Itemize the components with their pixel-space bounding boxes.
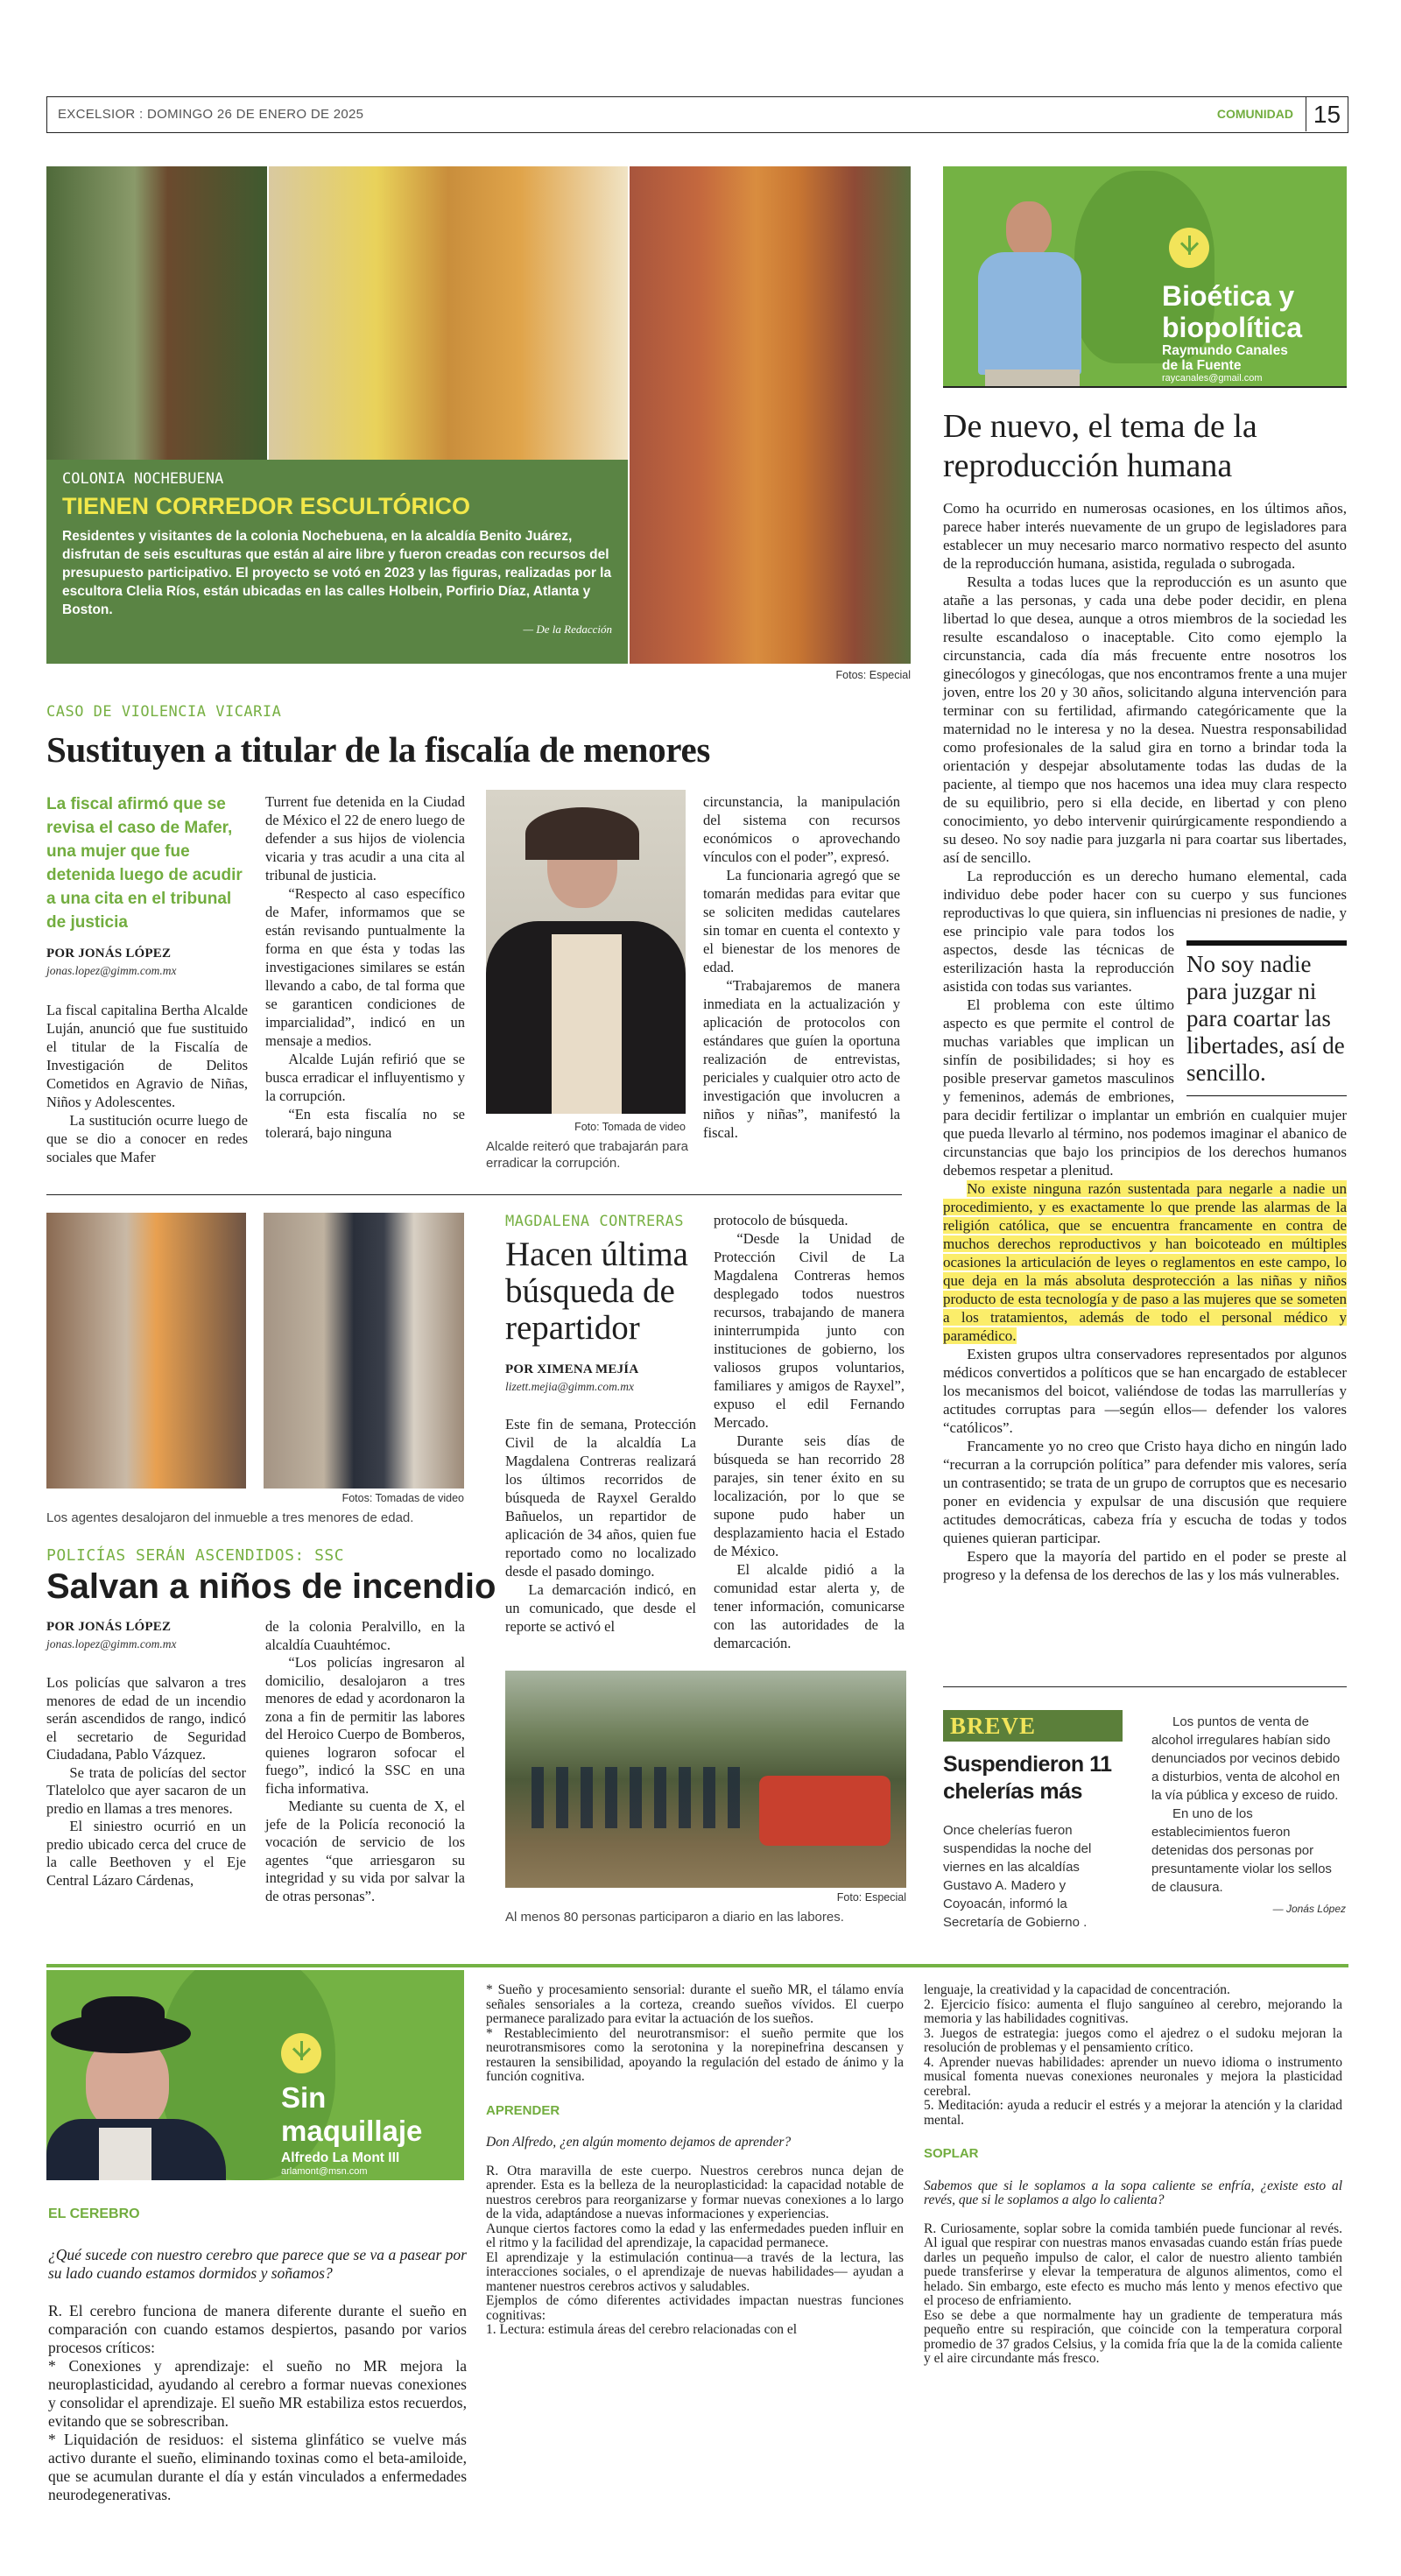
divider: [46, 1194, 902, 1195]
question: ¿Qué sucede con nuestro cerebro que parece que se va a pasear por su lado cuando estamos dormidos y soñamos?: [48, 2246, 467, 2282]
column-title: De nuevo, el tema de la reproducción humana: [943, 408, 1257, 484]
fiscal-photo-credit: Foto: Tomada de video: [574, 1121, 686, 1133]
section-heading: SOPLAR: [924, 2146, 979, 2161]
fiscalia-col3: [703, 792, 900, 1142]
breve-label: BREVE: [943, 1710, 1123, 1742]
breve-credit: — Jonás López: [1272, 1903, 1346, 1915]
fiscalia-col2: [265, 792, 465, 1142]
bottom-col3: [924, 1983, 1342, 2367]
column-name: [1162, 280, 1302, 343]
answer-paragraph: Ejemplos de cómo diferentes actividades impactan nuestras funciones cognitivas:: [486, 2293, 904, 2323]
magdalena-paragraph: El alcalde pidió a la comunidad estar alerta y, de tener información, comunicarse con las autoridades de la demarcación.: [714, 1561, 905, 1651]
magdalena-col1: [505, 1362, 696, 1636]
column-name-line1: Sin: [281, 2081, 327, 2114]
column-paragraph: Resulta a todas luces que la reproducción es un asunto que atañe a las personas, y cada una debe poder decidir, en plena libertad lo que desea, aunque a otros miembros de la sociedad les resulte escandaloso o inaceptable. Cito como ejemplo la circunstancia, cada día más frecuente entre nosotros los ginecólogos y ginecólogas, que nos encontramos frente a una mujer joven, entre los 20 y 30 años, solicitando alguna intervención para terminar con su fertilidad, afirmando categóricamente que la maternidad no le interesa y no la desea. Nuestra responsabilidad como profesionales de la salud gira en torno a brindar toda la orientación y despejar absolutamente todas las dudas de la paciente, al tiempo que nos hacemos una idea muy clara respecto de su equilibrio, pero si ella decide, en libertad y con pleno conocimiento, yo debo intervenir quirúrgicamente respondiendo a su deseo. No soy nadie para juzgarla ni para coartar sus libertades, así de sencillo.: [943, 574, 1347, 866]
fiscalia-paragraph: Alcalde Luján refirió que se busca erradicar el influyentismo y la corrupción.: [265, 1051, 465, 1104]
highlighted-text: No existe ninguna razón sustentada para negarle a nadie un procedimiento, y es exactamente lo que prende las alarmas de la religión católica, que se encuentra francamente en contra de muchos derechos reproductivos y han boicoteado en múltiples ocasiones la articulación de leyes o reglamentos en este campo, lo que deja en la más absoluta desprotección a las niñas y niños producto de esta tecnología y de paso a las mujeres que se someten a los tratamientos, además de todo el personal médico y paramédico.: [943, 1180, 1347, 1344]
magdalena-byline: POR XIMENA MEJÍA: [505, 1362, 639, 1376]
column-body: [943, 499, 1347, 1584]
fiscalia-email: jonas.lopez@gimm.com.mx: [46, 964, 177, 977]
answer-paragraph: 3. Juegos de estrategia: juegos como el ajedrez o el sudoku mejoran la resolución de problemas y el pensamiento crítico.: [924, 2025, 1342, 2055]
incendio-email: jonas.lopez@gimm.com.mx: [46, 1637, 177, 1650]
columnist-email-bottom: arlamont@msn.com: [281, 2166, 368, 2177]
search-photo-caption: Al menos 80 personas participaron a diario en las labores.: [505, 1910, 844, 1925]
column-paragraph: Como ha ocurrido en numerosas ocasiones, en los últimos años, parece haber interés nuevamente de un grupo de legisladores para establecer un muy necesario marco normativo respecto del asunto de la reproducción humana, asistida, regulada o subrogada.: [943, 500, 1347, 572]
answer-paragraph: 5. Meditación: ayuda a reducir el estrés y a mejorar la atención y la claridad mental.: [924, 2098, 1342, 2128]
answer-paragraph: * Liquidación de residuos: el sistema glinfático se vuelve más activo durante el sueño, eliminando toxinas como el beta-amiloide, que se acumulan durante el día y están vinculados a enfermedades neurodegenerativas.: [48, 2431, 467, 2503]
incendio-col2: [265, 1618, 465, 1905]
incendio-paragraph: Se trata de policías del sector Tlatelolco que ayer sacaron de un predio en llamas a tres menores.: [46, 1763, 246, 1817]
answer-paragraph: R. Otra maravilla de este cuerpo. Nuestros cerebros nunca dejan de aprender. Esta es la belleza de la neuroplasticidad: la capacidad notable de nuestros cerebros para reorganizarse y formar nuevas conexiones a lo largo de la vida, adaptándose a nuevas informaciones y experiencias.: [486, 2163, 904, 2221]
column-name-line2: maquillaje: [281, 2115, 423, 2147]
incendio-paragraph: “Los policías ingresaron al domicilio, desalojaron a tres menores de edad y acordonaron la zona a fin de permitir las labores del Heroico Cuerpo de Bomberos, quienes lograron sofocar el fuego”, indicó la SSC en una ficha informativa.: [265, 1654, 465, 1797]
fire-photo-caption: Los agentes desalojaron del inmueble a tres menores de edad.: [46, 1510, 414, 1525]
answer-paragraph: 2. Ejercicio físico: aumenta el flujo sanguíneo al cerebro, mejorando la memoria y las habilidades cognitivas.: [924, 1996, 1342, 2026]
section-name: COMUNIDAD: [1216, 107, 1293, 121]
magdalena-kicker: MAGDALENA CONTRERAS: [505, 1213, 684, 1230]
magdalena-paragraph: Durante seis días de búsqueda se han recorrido 28 parajes, sin tener éxito en su localización, por lo que se supone pudo haber un desplazamiento hacia el Estado de México.: [714, 1432, 905, 1559]
fiscalia-paragraph: “Trabajaremos de manera inmediata en la actualización y aplicación de protocolos con estándares que guíen la oportuna realización de entrevistas, periciales y cualquier otro acto de investigación que involucren a niños y niñas”, manifestó la fiscal.: [703, 977, 900, 1141]
magdalena-paragraph: La demarcación indicó, en un comunicado, que desde el reporte se activó el: [505, 1581, 696, 1635]
breve-body-1: Once chelerías fueron suspendidas la noche del viernes en las alcaldías Gustavo A. Madero y Coyoacán, informó la Secretaría de Gobierno .: [943, 1823, 1092, 1930]
magdalena-paragraph: protocolo de búsqueda.: [714, 1212, 848, 1228]
breve-title: Suspendieron 11 chelerías más: [943, 1752, 1112, 1804]
fiscalia-paragraph: La sustitución ocurre luego de que se dio a conocer en redes sociales que Mafer: [46, 1112, 248, 1165]
breve-body-2: [1151, 1713, 1346, 1918]
top-story-kicker: COLONIA NOCHEBUENA: [62, 470, 224, 488]
answer-paragraph: El aprendizaje y la estimulación continua—a través de la lectura, las interacciones sociales, o el aprendizaje de nuevas habilidades— ayudan a mantener nuestros cerebros activos y saludables.: [486, 2249, 904, 2294]
column-paragraph: La reproducción es un derecho humano elemental, cada individuo debe poder hacer con su cuerpo y sus funciones reproductivas lo que quiera, sin influencias ni presiones de nadie, y ese principio vale para todos los aspectos, desde las técnicas de esterilización hasta la reproducción asistida con todas sus variantes.: [943, 868, 1347, 995]
page-number: 15: [1306, 97, 1348, 131]
answer-paragraph: lenguaje, la creatividad y la capacidad de concentración.: [924, 1982, 1230, 1997]
fiscalia-paragraph: circunstancia, la manipulación del sistema con recursos económicos o aprovechando vínculos con el poder”, expresó.: [703, 793, 900, 865]
incendio-paragraph: de la colonia Peralvillo, en la alcaldía Cuauhtémoc.: [265, 1618, 465, 1653]
fiscalia-standfirst: La fiscal afirmó que se revisa el caso de Mafer, una mujer que fue detenida luego de acudir a una cita en el tribunal de justicia: [46, 795, 243, 932]
fiscalia-headline: Sustituyen a titular de la fiscalía de menores: [46, 729, 710, 770]
answer-paragraph: * Sueño y procesamiento sensorial: durante el sueño MR, el tálamo envía señales sensoriales a la corteza, creando sueños vívidos. El cuerpo permanece paralizado para evitar la actuación de los sueños.: [486, 1982, 904, 2026]
top-story-body: Residentes y visitantes de la colonia Nochebuena, en la alcaldía Benito Juárez, disfrutan de seis esculturas que están al aire libre y fueron creadas con recursos del presupuesto participativo. El proyecto se votó en 2023 y las figuras, realizadas por la escultora Clelia Ríos, están ubicadas en las calles Holbein, Porfirio Díaz, Atlanta y Boston.: [62, 529, 612, 617]
column-paragraph: Francamente yo no creo que Cristo haya dicho en ningún lado “recurran a la corrupción política” para defender mis valores, sería un contrasentido; se trata de un grupo de corruptos que es necesario poner en evidencia y expulsar de una discusión que requiere actitudes democráticas, cabeza fría y escucha de todas y todos quienes quieran participar.: [943, 1438, 1347, 1546]
section-heading: EL CEREBRO: [48, 2206, 140, 2221]
author-line2: de la Fuente: [1162, 358, 1242, 373]
column-paragraph: Existen grupos ultra conservadores representados por algunos médicos convertidos a políticos que se han encargado de establecer los mecanismos del boicot, valiéndose de todas las marrullerías y actitudes corruptas para —según ellos— defender los valores “católicos”.: [943, 1346, 1347, 1436]
column-name-line1: Bioética y: [1162, 280, 1295, 312]
answer-paragraph: Aunque ciertos factores como la edad y las enfermedades pueden influir en el ritmo y la facilidad del aprendizaje, la capacidad permanece.: [486, 2221, 904, 2250]
incendio-paragraph: Los policías que salvaron a tres menores de edad de un incendio serán ascendidos de rango, indicó el secretario de Seguridad Ciudadana, Pablo Vázquez.: [46, 1674, 246, 1763]
magdalena-col2: [714, 1211, 905, 1652]
columnist-banner-bottom: [46, 1970, 464, 2180]
column-name-line2: biopolítica: [1162, 312, 1302, 343]
answer-paragraph: * Restablecimiento del neurotransmisor: el sueño permite que los neurotransmisores como la serotonina y la norepinefrina descansen y restauren la sensibilidad, apoyando la regulación del estado de ánimo y la función cognitiva.: [486, 2025, 904, 2084]
page-header: [46, 96, 1348, 133]
fiscalia-paragraph: La fiscal capitalina Bertha Alcalde Luján, anunció que fue sustituido el titular de la Fiscalía de Investigación de Delitos Cometidos en Agravio de Niñas, Niños y Adolescentes.: [46, 1002, 248, 1110]
fire-photo-credit: Fotos: Tomadas de video: [341, 1492, 464, 1504]
incendio-kicker: POLICÍAS SERÁN ASCENDIDOS: SSC: [46, 1546, 345, 1565]
question: Don Alfredo, ¿en algún momento dejamos de aprender?: [486, 2135, 792, 2150]
fiscalia-paragraph: Turrent fue detenida en la Ciudad de México el 22 de enero luego de defender a sus hijos de violencia vicaria y tras acudir a una cita al tribunal de justicia.: [265, 793, 465, 883]
column-name-bottom: [281, 2081, 422, 2148]
bottom-col1: [48, 2205, 467, 2504]
edition-date: EXCELSIOR : DOMINGO 26 DE ENERO DE 2025: [58, 107, 364, 122]
fiscalia-byline: POR JONÁS LÓPEZ: [46, 947, 172, 961]
top-story-credit: — De la Redacción: [523, 623, 612, 636]
answer-paragraph: R. El cerebro funciona de manera diferente durante el sueño en comparación con cuando estamos despiertos, pasando por varios procesos críticos:: [48, 2302, 467, 2356]
columnist-banner: [943, 166, 1347, 388]
incendio-headline: Salvan a niños de incendio: [46, 1567, 496, 1606]
breve-paragraph: En uno de los establecimientos fueron detenidas dos personas por presuntamente violar los sellos de clausura.: [1151, 1806, 1332, 1895]
fiscalia-paragraph: “En esta fiscalía no se tolerará, bajo ninguna: [265, 1106, 465, 1141]
fiscal-photo-caption: Alcalde reiteró que trabajarán para erradicar la corrupción.: [486, 1139, 688, 1171]
magdalena-headline: Hacen última búsqueda de repartidor: [505, 1235, 688, 1347]
fire-photo-1: [46, 1213, 246, 1489]
search-photo-credit: Foto: Especial: [836, 1891, 906, 1904]
question: Sabemos que si le soplamos a la sopa caliente se enfría, ¿existe esto al revés, que si le soplamos a algo lo calienta?: [924, 2178, 1342, 2207]
incendio-byline: POR JONÁS LÓPEZ: [46, 1620, 172, 1634]
sculpture-photo-2: [269, 166, 628, 464]
answer-paragraph: R. Curiosamente, soplar sobre la comida también puede funcionar al revés. Al igual que respirar con nuestras manos envasadas cuando están frías puede darles un pequeño impulso de calor, el calor de nuestro aliento también puede transferirse y elevar la temperatura de algunos alimentos, como el helado. Sin embargo, este efecto es mucho más lento y menos efectivo que el proceso de enfriamiento.: [924, 2221, 1342, 2308]
fire-photo-2: [264, 1213, 464, 1489]
incendio-paragraph: Mediante su cuenta de X, el jefe de la Policía reconoció la vocación de servicio de los agentes “que arriesgaron su integridad y su vida por salvar la de otras personas”.: [265, 1798, 465, 1904]
answer-paragraph: * Conexiones y aprendizaje: el sueño no MR mejora la neuroplasticidad, ayudando al cerebro a formar nuevas conexiones y consolidar el aprendizaje. El sueño MR estabiliza estos recuerdos, evitando que se sobrescriban.: [48, 2357, 467, 2430]
column-paragraph: El problema con este último aspecto es que permite el control de muchas variables que implican un sinfín de posibilidades; si hoy es posible preservar gametos masculinos y femeninos, además de embriones, para decidir fertilizar o implantar un embrión en cualquier mujer que pueda llevarlo al término, nos podemos imaginar el abanico de circunstancias que bajo los principios de los derechos humanos debemos respetar a plenitud.: [943, 996, 1347, 1179]
sculpture-photo-1: [46, 166, 267, 464]
top-photo-credit: Fotos: Especial: [835, 669, 911, 681]
divider: [943, 1686, 1347, 1687]
answer-paragraph: 1. Lectura: estimula áreas del cerebro relacionadas con el: [486, 2322, 798, 2337]
incendio-paragraph: El siniestro ocurrió en un predio ubicado cerca del cruce de la calle Beethoven y el Eje Central Lázaro Cárdenas,: [46, 1818, 246, 1889]
fiscal-photo: [486, 790, 686, 1114]
columnist-author-bottom: Alfredo La Mont III: [281, 2150, 400, 2165]
author-line1: Raymundo Canales: [1162, 343, 1288, 358]
fiscalia-paragraph: La funcionaria agregó que se tomarán medidas para evitar que se soliciten medidas cautelares sin tomar en cuenta el contexto y el bienestar de los menores de edad.: [703, 867, 900, 975]
arrow-down-icon: [281, 2033, 321, 2073]
fiscalia-col1: [46, 792, 248, 1166]
columnist-portrait: [969, 201, 1092, 388]
columnist-portrait: [46, 1996, 230, 2180]
top-story-caption-box: [46, 460, 628, 664]
bottom-col2: [486, 1983, 904, 2338]
magdalena-email: lizett.mejia@gimm.com.mx: [505, 1380, 635, 1393]
columnist-email: raycanales@gmail.com: [1162, 373, 1263, 384]
incendio-col1: [46, 1620, 246, 1890]
breve-paragraph: Los puntos de venta de alcohol irregulares habían sido denunciados por vecinos debido a disturbios, venta de alcohol en la vía pública y exceso de ruido.: [1151, 1714, 1341, 1803]
top-story-title: TIENEN CORREDOR ESCULTÓRICO: [62, 493, 471, 519]
columnist-author: [1162, 343, 1288, 373]
answer-paragraph: 4. Aprender nuevas habilidades: aprender un nuevo idioma o instrumento musical fomenta nuevas conexiones neuronales y mejora la plasticidad cerebral.: [924, 2054, 1342, 2099]
pull-quote: No soy nadie para juzgar ni para coartar las libertades, así de sencillo.: [1186, 940, 1347, 1096]
column-paragraph: Espero que la mayoría del partido en el poder se preste al progreso y la defensa de los derechos de las y los más vulnerables.: [943, 1548, 1347, 1583]
section-heading: APRENDER: [486, 2102, 560, 2118]
magdalena-paragraph: “Desde la Unidad de Protección Civil de La Magdalena Contreras hemos desplegado todos nuestros recursos, trabajando de manera ininterrumpida junto con instituciones de gobierno, los valiosos grupos voluntarios, familiares y amigos de Rayxel”, expuso el edil Fernando Mercado.: [714, 1230, 905, 1431]
sculpture-photo-3: [630, 166, 911, 664]
fiscalia-kicker: CASO DE VIOLENCIA VICARIA: [46, 703, 282, 721]
column-paragraph-highlighted: [943, 1179, 1347, 1345]
fiscalia-paragraph: “Respecto al caso específico de Mafer, informamos que se están revisando puntualmente la forma en que ésta y todas las investigaciones similares se están llevando a cabo, de tal forma que se garanticen condiciones de imparcialidad”, indicó en un mensaje a medios.: [265, 885, 465, 1049]
search-team-photo: [505, 1671, 906, 1888]
section-divider-green: [46, 1964, 1348, 1967]
arrow-down-icon: [1169, 228, 1209, 268]
magdalena-paragraph: Este fin de semana, Protección Civil de la alcaldía La Magdalena Contreras realizará los últimos recorridos de búsqueda de Rayxel Geraldo Bañuelos, un repartidor de aplicación de 34 años, quien fue reportado como no localizado desde el pasado domingo.: [505, 1416, 696, 1580]
answer-paragraph: Eso se debe a que normalmente hay un gradiente de temperatura más pequeño entre su respiración, que coincide con la temperatura corporal promedio de 37 grados Celsius, y la comida fría que la de la comida caliente y el aire circundante más fresco.: [924, 2307, 1342, 2366]
